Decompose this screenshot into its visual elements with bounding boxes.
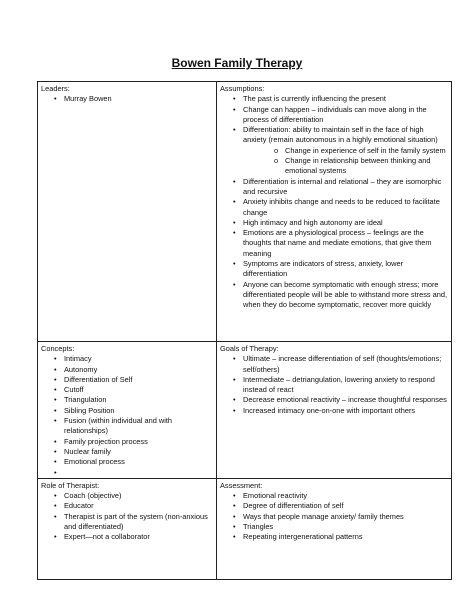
list-item: • Expert—not a collaborator xyxy=(41,532,213,542)
sub-list-item: o Change in experience of self in the family system xyxy=(243,146,448,156)
list-item: • Intermediate – detriangulation, lowering anxiety to respond instead of react xyxy=(220,375,448,396)
leaders-header: Leaders: xyxy=(41,84,70,93)
list-item xyxy=(220,105,448,126)
leaders-list xyxy=(41,94,213,104)
list-item: • Nuclear family xyxy=(41,447,213,457)
list-item: • Coach (objective) xyxy=(41,491,213,501)
list-item-text: Symptoms are indicators of stress, anxiety, lower differentiation xyxy=(243,259,404,279)
list-item: • Therapist is part of the system (non-anxious and differentiated) xyxy=(41,512,213,533)
list-item xyxy=(220,280,448,311)
list-item: • Repeating intergenerational patterns xyxy=(220,532,448,542)
assumptions-list xyxy=(220,94,448,310)
table-row-1 xyxy=(38,82,452,342)
sub-list-item: o Change in relationship between thinking and emotional systems xyxy=(243,156,448,177)
list-item: • Ways that people manage anxiety/ family themes xyxy=(220,512,448,522)
list-item-text: High intimacy and high autonomy are ideal xyxy=(243,217,383,227)
list-item: • Autonomy xyxy=(41,365,213,375)
goals-header: Goals of Therapy: xyxy=(220,344,279,353)
concepts-header: Concepts: xyxy=(41,344,75,353)
list-item: • Family projection process xyxy=(41,437,213,447)
sub-list xyxy=(243,146,448,177)
list-item: • Increased intimacy one-on-one with important others xyxy=(220,406,448,416)
assessment-cell xyxy=(217,478,452,579)
summary-table xyxy=(37,81,452,580)
role-cell xyxy=(38,478,217,579)
role-list xyxy=(41,491,213,542)
goals-list xyxy=(220,354,448,416)
concepts-list xyxy=(41,354,213,478)
list-item: • Differentiation of Self xyxy=(41,375,213,385)
list-item: • Ultimate – increase differentiation of self (thoughts/emotions; self/others) xyxy=(220,354,448,375)
goals-cell xyxy=(217,342,452,479)
list-item: • Decrease emotional reactivity – increase thoughtful responses xyxy=(220,395,448,405)
assessment-header: Assessment: xyxy=(220,480,263,490)
list-item: • Degree of differentiation of self xyxy=(220,501,448,511)
list-item: • Triangulation xyxy=(41,395,213,405)
table-row-2 xyxy=(38,342,452,479)
list-item-text: Anxiety inhibits change and needs to be reduced to facilitate change xyxy=(243,197,440,217)
list-item xyxy=(220,94,448,104)
assessment-list xyxy=(220,491,448,542)
list-item-text: Change can happen – individuals can move along in the process of differentiation xyxy=(243,104,427,124)
list-item xyxy=(41,468,213,478)
list-item: • Emotional reactivity xyxy=(220,491,448,501)
list-item xyxy=(220,177,448,198)
list-item-text: The past is currently influencing the present xyxy=(243,94,386,104)
list-item xyxy=(220,197,448,218)
list-item: • Educator xyxy=(41,501,213,511)
list-item: • Sibling Position xyxy=(41,406,213,416)
assumptions-header: Assumptions: xyxy=(220,84,265,93)
list-item: • Emotional process xyxy=(41,457,213,467)
assumptions-cell xyxy=(217,82,452,342)
list-item-text: Differentiation is internal and relational – they are isomorphic and recursive xyxy=(243,176,442,196)
list-item-text: Anyone can become symptomatic with enough stress; more differentiated people will be able to withstand more stress and, when they do become symptomatic, recover more quickly xyxy=(243,279,448,310)
list-item: • Cutoff xyxy=(41,385,213,395)
list-item: • Fusion (within individual and with relationships) xyxy=(41,416,213,437)
list-item-text: Emotions are a physiological process – feelings are the thoughts that name and mediate emotions, that give them meaning xyxy=(243,228,432,258)
list-item-text: Differentiation: ability to maintain self in the face of high anxiety (remain autonomous in a highly emotional situation) xyxy=(243,125,438,145)
list-item xyxy=(220,228,448,259)
list-item xyxy=(220,218,448,228)
table-row-3 xyxy=(38,478,452,579)
document-title: Bowen Family Therapy xyxy=(171,56,303,70)
leaders-cell xyxy=(38,82,217,342)
list-item xyxy=(220,259,448,280)
list-item: • Murray Bowen xyxy=(41,94,213,104)
list-item: • Intimacy xyxy=(41,354,213,364)
role-header: Role of Therapist: xyxy=(41,480,100,490)
list-item: • Triangles xyxy=(220,522,448,532)
list-item xyxy=(220,125,448,176)
concepts-cell xyxy=(38,342,217,479)
